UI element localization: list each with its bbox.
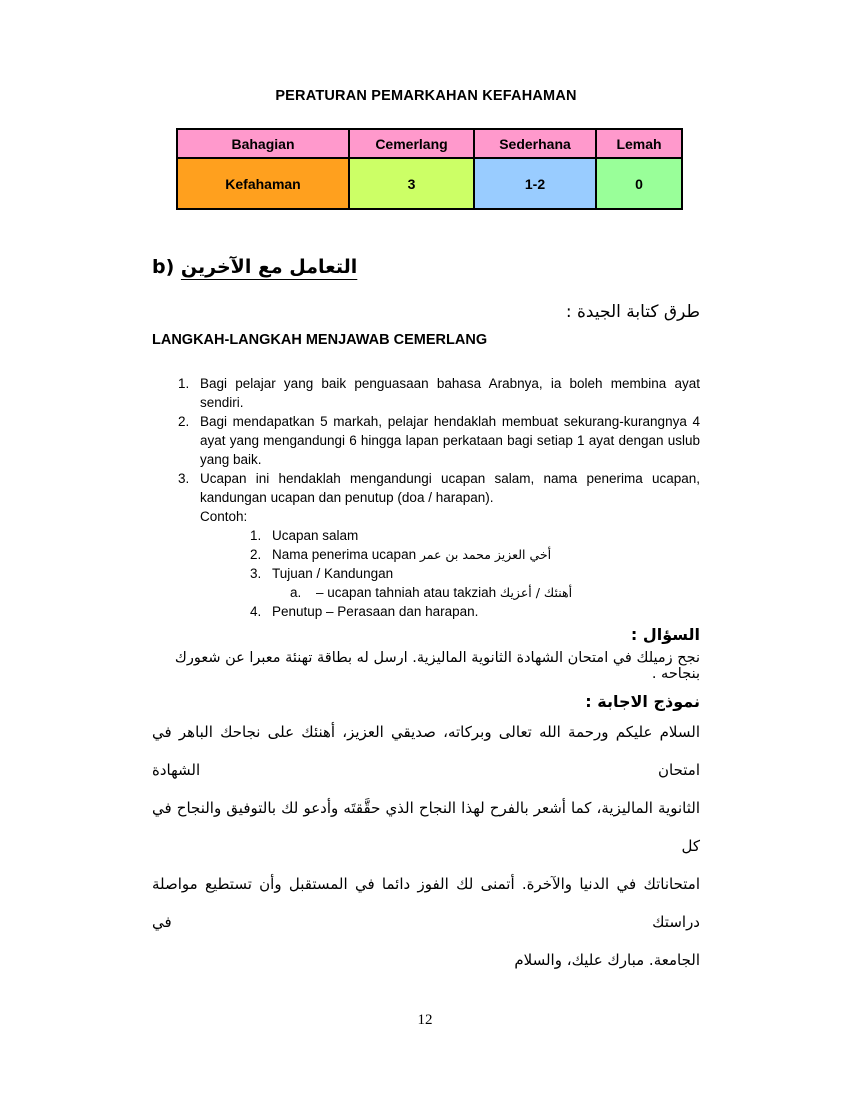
example-letter: a.: [290, 585, 302, 600]
example-item: [200, 526, 700, 545]
example-subitem: [200, 583, 700, 602]
header-cell-bahagian: Bahagian: [177, 129, 349, 158]
example-text: – ucapan tahniah atau takziah أهنئك / أعزيك: [316, 585, 573, 600]
header-cell-cemerlang: Cemerlang: [349, 129, 474, 158]
marking-scheme-table: [176, 128, 683, 210]
example-arabic-text: أهنئك / أعزيك: [499, 585, 573, 600]
value-cell-sederhana-score: 1-2: [474, 158, 596, 209]
example-item: [200, 602, 700, 621]
step-text: Bagi pelajar yang baik penguasaan bahasa Arabnya, ia boleh membina ayat sendiri.: [200, 376, 700, 410]
example-number: 4.: [250, 604, 262, 619]
steps-list: [152, 374, 700, 621]
step-text: Bagi mendapatkan 5 markah, pelajar hendaklah membuat sekurang-kurangnya 4 ayat yang mengandungi 6 hingga lapan perkataan bagi setiap 1 ayat dengan uslub yang baik.: [200, 414, 700, 467]
answer-line: الجامعة. مبارك عليك، والسلام: [514, 951, 700, 969]
value-cell-lemah-score: 0: [596, 158, 682, 209]
example-item: [200, 545, 700, 564]
contoh-label: Contoh:: [200, 509, 248, 524]
example-text: Nama penerima ucapan أخي العزيز محمد بن عمر: [272, 547, 552, 562]
answer-heading: نموذج الاجابة :: [585, 692, 700, 711]
answer-line: السلام عليكم ورحمة الله تعالى وبركاته، صديقي العزيز، أهنئك على نجاحك الباهر في امتحان الشهادة: [152, 723, 700, 779]
good-writing-methods-line: طرق كتابة الجيدة :: [565, 302, 700, 322]
step-number: 2.: [178, 414, 190, 429]
value-cell-cemerlang-score: 3: [349, 158, 474, 209]
example-text: Penutup – Perasaan dan harapan.: [272, 604, 479, 619]
example-number: 1.: [250, 528, 262, 543]
section-b-label: (b: [152, 256, 175, 278]
example-number: 2.: [250, 547, 262, 562]
page-title: PERATURAN PEMARKAHAN KEFAHAMAN: [275, 88, 577, 104]
header-cell-lemah: Lemah: [596, 129, 682, 158]
question-text: نجح زميلك في امتحان الشهادة الثانوية الماليزية. ارسل له بطاقة تهنئة معبرا عن شعورك بنجاحه .: [174, 650, 700, 682]
step-item: [152, 412, 700, 469]
step-number: 3.: [178, 471, 190, 486]
step-text-content: Ucapan ini hendaklah mengandungi ucapan salam, nama penerima ucapan, kandungan ucapan dan penutup (doa / harapan).: [200, 471, 700, 505]
answer-line: الثانوية الماليزية، كما أشعر بالفرح لهذا النجاح الذي حقَّقتَه وأدعو لك بالتوفيق والنجاح في كل: [152, 799, 700, 855]
example-text: Tujuan / Kandungan: [272, 566, 394, 581]
step-number: 1.: [178, 376, 190, 391]
example-list: [200, 526, 700, 621]
value-cell-kefahaman: Kefahaman: [177, 158, 349, 209]
step-item: [152, 469, 700, 621]
example-text: Ucapan salam: [272, 528, 359, 543]
table-header-row: [177, 129, 682, 158]
section-b-arabic-text: التعامل مع الآخرين: [180, 256, 358, 278]
table-data-row: [177, 158, 682, 209]
step-text: [200, 469, 700, 621]
example-arabic-text: أخي العزيز محمد بن عمر: [419, 547, 552, 562]
example-item: [200, 564, 700, 583]
langkah-heading: LANGKAH-LANGKAH MENJAWAB CEMERLANG: [152, 332, 488, 348]
section-b-heading: [152, 256, 357, 278]
answer-line: امتحاناتك في الدنيا والآخرة. أتمنى لك الفوز دائما في المستقبل وأن تستطيع مواصلة دراستك في: [152, 875, 700, 931]
step-item: [152, 374, 700, 412]
answer-paragraph: [152, 713, 700, 979]
page-number: 12: [417, 1012, 433, 1028]
question-heading: السؤال :: [630, 625, 700, 644]
header-cell-sederhana: Sederhana: [474, 129, 596, 158]
example-number: 3.: [250, 566, 262, 581]
